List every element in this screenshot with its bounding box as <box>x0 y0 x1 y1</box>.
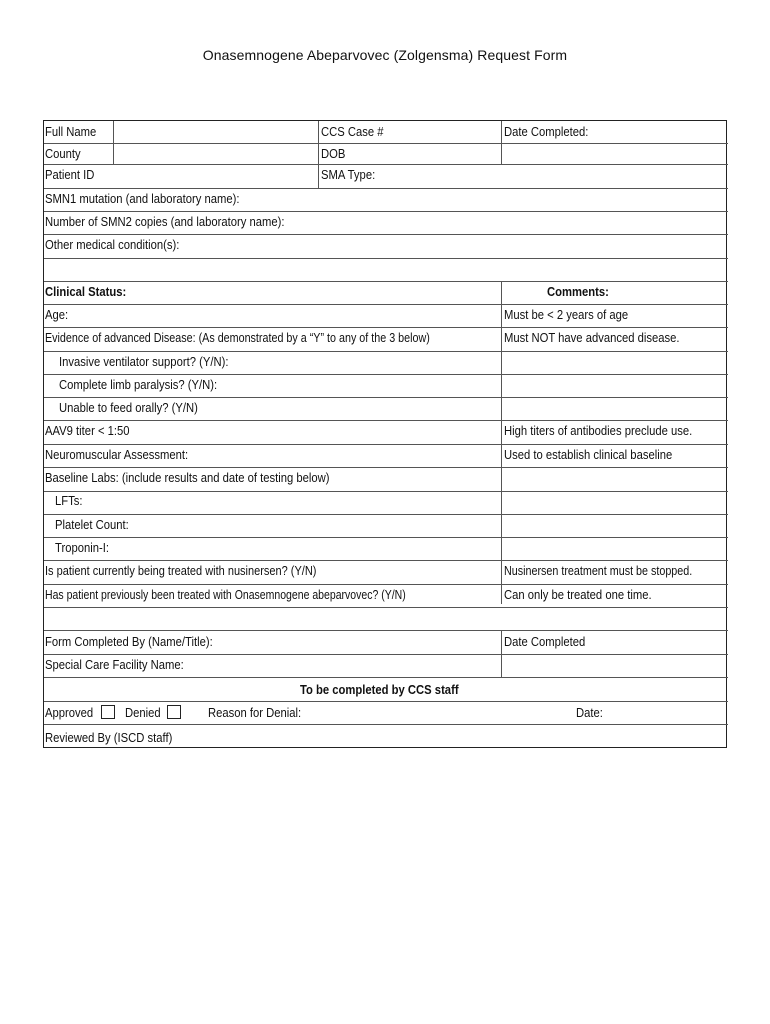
nusinersen-comment: Nusinersen treatment must be stopped. <box>504 564 693 578</box>
approved-label: Approved <box>45 706 94 720</box>
patient-id-label: Patient ID <box>45 168 95 182</box>
row-line <box>44 491 728 492</box>
row-line <box>44 560 728 561</box>
aav9-titer-label: AAV9 titer < 1:50 <box>45 424 130 438</box>
neuromuscular-comment: Used to establish clinical baseline <box>504 448 673 462</box>
nusinersen-label: Is patient currently being treated with nusinersen? (Y/N) <box>45 564 317 578</box>
smn2-label: Number of SMN2 copies (and laboratory name): <box>45 215 285 229</box>
row-line <box>44 654 728 655</box>
row-line <box>44 164 728 165</box>
staff-date-label: Date: <box>576 706 603 720</box>
county-label: County <box>45 147 81 161</box>
sma-type-label: SMA Type: <box>321 168 376 182</box>
row-line <box>44 467 728 468</box>
limb-paralysis-label: Complete limb paralysis? (Y/N): <box>59 378 218 392</box>
ccs-staff-heading: To be completed by CCS staff <box>300 683 459 697</box>
smn1-label: SMN1 mutation (and laboratory name): <box>45 192 240 206</box>
row-line <box>44 677 728 678</box>
row-line <box>44 701 728 702</box>
facility-name-label: Special Care Facility Name: <box>45 658 184 672</box>
lfts-label: LFTs: <box>55 494 83 508</box>
age-comment: Must be < 2 years of age <box>504 308 629 322</box>
row-line <box>44 584 728 585</box>
previous-treatment-comment: Can only be treated one time. <box>504 588 652 602</box>
full-name-label: Full Name <box>45 125 97 139</box>
row-line <box>44 420 728 421</box>
row-line <box>44 281 728 282</box>
aav9-titer-comment: High titers of antibodies preclude use. <box>504 424 693 438</box>
denied-label: Denied <box>125 706 161 720</box>
row-line <box>44 211 728 212</box>
ventilator-label: Invasive ventilator support? (Y/N): <box>59 355 229 369</box>
dob-label: DOB <box>321 147 346 161</box>
completion-date-label: Date Completed <box>504 635 586 649</box>
previous-treatment-label: Has patient previously been treated with Onasemnogene abeparvovec? (Y/N) <box>45 588 406 602</box>
advanced-disease-comment: Must NOT have advanced disease. <box>504 331 680 345</box>
other-conditions-label: Other medical condition(s): <box>45 238 180 252</box>
comments-heading: Comments: <box>547 285 609 299</box>
row-line <box>44 514 728 515</box>
row-line <box>44 234 728 235</box>
feed-orally-label: Unable to feed orally? (Y/N) <box>59 401 198 415</box>
form-title: Onasemnogene Abeparvovec (Zolgensma) Request Form <box>202 47 568 63</box>
row-line <box>44 444 728 445</box>
col-line <box>501 630 502 677</box>
denied-checkbox[interactable] <box>167 705 181 719</box>
completed-by-label: Form Completed By (Name/Title): <box>45 635 213 649</box>
row-line <box>44 143 728 144</box>
advanced-disease-label: Evidence of advanced Disease: (As demonstrated by a “Y” to any of the 3 below) <box>45 331 430 345</box>
row-line <box>44 537 728 538</box>
neuromuscular-label: Neuromuscular Assessment: <box>45 448 189 462</box>
row-line <box>44 351 728 352</box>
troponin-label: Troponin-I: <box>55 541 109 555</box>
request-form-table <box>43 120 727 748</box>
clinical-status-heading: Clinical Status: <box>45 285 127 299</box>
age-label: Age: <box>45 308 69 322</box>
col-line <box>501 121 502 164</box>
row-line <box>44 630 728 631</box>
date-completed-label: Date Completed: <box>504 125 589 139</box>
row-line <box>44 327 728 328</box>
row-line <box>44 258 728 259</box>
approved-checkbox[interactable] <box>101 705 115 719</box>
row-line <box>44 188 728 189</box>
col-line <box>113 121 114 164</box>
baseline-labs-label: Baseline Labs: (include results and date of testing below) <box>45 471 330 485</box>
row-line <box>44 304 728 305</box>
platelet-count-label: Platelet Count: <box>55 518 129 532</box>
ccs-case-label: CCS Case # <box>321 125 384 139</box>
row-line <box>44 374 728 375</box>
col-line <box>318 121 319 188</box>
reason-denial-label: Reason for Denial: <box>208 706 302 720</box>
row-line <box>44 397 728 398</box>
reviewed-by-label: Reviewed By (ISCD staff) <box>45 731 173 745</box>
row-line <box>44 607 728 608</box>
row-line <box>44 724 728 725</box>
col-line <box>501 281 502 604</box>
